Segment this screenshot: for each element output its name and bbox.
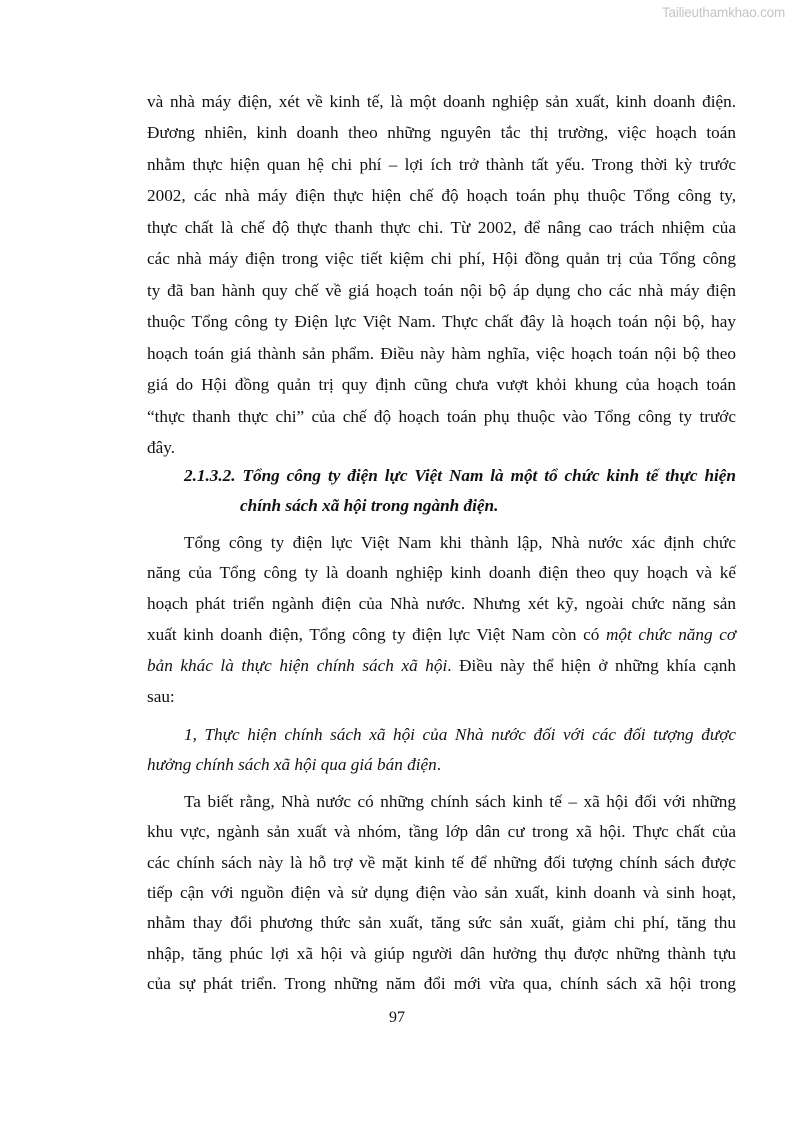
text-line: [147, 593, 736, 615]
text-line: [147, 122, 736, 144]
text: nhập, tăng phúc lợi xã hội và giúp người dân hưởng thụ được những thành tựu: [147, 944, 736, 963]
text: Ta biết rằng, Nhà nước có những chính sách kinh tế – xã hội đối với những: [184, 792, 736, 811]
text-line: [147, 686, 736, 708]
page-number: 97: [389, 1009, 405, 1026]
text: . Điều này thể hiện ở những khía cạnh: [447, 656, 736, 675]
text: các nhà máy điện trong việc tiết kiệm chi phí, Hội đồng quản trị của Tổng công: [147, 249, 736, 269]
italic-text: bản khác là thực hiện chính sách xã hội: [147, 656, 448, 675]
italic-text: một chức năng cơ: [605, 625, 736, 644]
text-line: [240, 495, 736, 517]
text-line: [147, 943, 736, 965]
text: giá do Hội đồng quản trị quy định cũng chưa vượt khỏi khung của hoạch toán: [147, 375, 736, 395]
text-line: [184, 791, 736, 813]
text-line: [147, 91, 736, 113]
text: 2002, các nhà máy điện thực hiện chế độ hoạch toán phụ thuộc Tổng công ty,: [147, 186, 736, 206]
text: thuộc Tổng công ty Điện lực Việt Nam. Thực chất đây là hoạch toán nội bộ, hay: [147, 312, 736, 332]
text: chính sách xã hội trong ngành điện.: [240, 496, 499, 515]
text: xuất kinh doanh điện, Tổng công ty điện lực Việt Nam còn có: [147, 625, 606, 644]
text-line: [147, 311, 736, 333]
text: tiếp cận với nguồn điện và sử dụng điện vào sản xuất, kinh doanh và sinh hoạt,: [147, 883, 736, 902]
text: các chính sách này là hỗ trợ về mặt kinh tế để những đối tượng chính sách được: [147, 853, 736, 872]
text: hoạch phát triển ngành điện của Nhà nước. Nhưng xét kỹ, ngoài chức năng sản: [147, 594, 736, 613]
text: nhằm thay đổi phương thức sản xuất, tăng sức sản xuất, giảm chi phí, tăng thu: [147, 913, 736, 932]
text-line: [184, 532, 736, 554]
text: sau:: [147, 687, 175, 706]
text-line: [147, 821, 736, 843]
text-line: [147, 217, 736, 239]
text-line: [147, 374, 736, 396]
text: hoạch toán giá thành sản phẩm. Điều này hàm nghĩa, việc hoạch toán nội bộ theo: [147, 343, 736, 363]
text: của sự phát triển. Trong những năm đổi mới vừa qua, chính sách xã hội trong: [147, 974, 736, 993]
text: ty đã ban hành quy chế về giá hoạch toán nội bộ áp dụng cho các nhà máy điện: [147, 280, 736, 300]
text: năng của Tổng công ty là doanh nghiệp kinh doanh điện theo quy hoạch và kế: [147, 563, 736, 582]
text-line: [147, 882, 736, 904]
text-line: [147, 343, 736, 365]
text-line: [147, 754, 736, 776]
text-line: [147, 185, 736, 207]
text-line: [184, 465, 736, 487]
text: thực chất là chế độ thực thanh thực chi. Từ 2002, để nâng cao trách nhiệm của: [147, 217, 736, 237]
text-line: [147, 562, 736, 584]
text: khu vực, ngành sản xuất và nhóm, tầng lớp dân cư trong xã hội. Thực chất của: [147, 822, 736, 841]
text: Tổng công ty điện lực Việt Nam khi thành lập, Nhà nước xác định chức: [184, 533, 736, 552]
text: .: [436, 755, 441, 774]
text: 2.1.3.2. Tổng công ty điện lực Việt Nam là một tổ chức kinh tế thực hiện: [184, 466, 736, 485]
text: Đương nhiên, kinh doanh theo những nguyên tắc thị trường, việc hoạch toán: [147, 123, 736, 143]
text-line: [147, 154, 736, 176]
text-line: [147, 912, 736, 934]
text-line: [147, 624, 736, 646]
text-line: [147, 852, 736, 874]
text-line: [147, 655, 736, 677]
text-line: [147, 437, 736, 459]
text: và nhà máy điện, xét về kinh tế, là một doanh nghiệp sản xuất, kinh doanh điện.: [147, 92, 736, 111]
text: “thực thanh thực chi” của chế độ hoạch toán phụ thuộc vào Tổng công ty trước: [147, 406, 736, 426]
text-line: [147, 248, 736, 270]
text-line: [147, 406, 736, 428]
watermark: Tailieuthamkhao.com: [661, 5, 785, 20]
italic-text: 1, Thực hiện chính sách xã hội của Nhà nước đối với các đối tượng được: [184, 725, 736, 744]
text: đây.: [147, 437, 175, 457]
text-line: [147, 280, 736, 302]
text-line: [184, 724, 736, 746]
text: nhằm thực hiện quan hệ chi phí – lợi ích trở thành tất yếu. Trong thời kỳ trước: [147, 154, 736, 174]
italic-text: hưởng chính sách xã hội qua giá bán điện: [147, 755, 437, 774]
text-line: [147, 973, 736, 995]
